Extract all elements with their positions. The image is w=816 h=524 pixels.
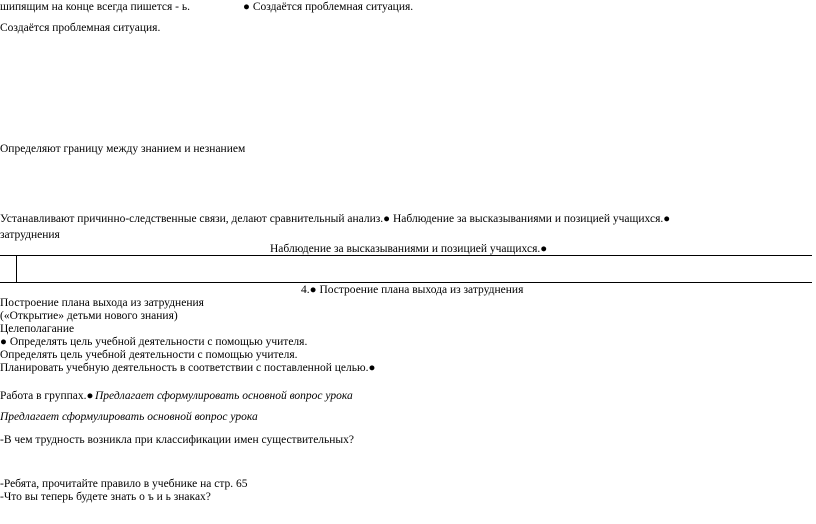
text-line: Создаётся проблемная ситуация. [0,22,161,34]
text-line: затруднения [0,229,60,241]
text-line: -В чем трудность возникла при классификации имен существительных? [0,434,355,446]
text-line: Определяют границу между знанием и незнанием [0,143,246,155]
text-line: шипящим на конце всегда пишется - ь. [0,1,191,13]
text-line: Целеполагание [0,323,75,335]
text-line: Работа в группах.● [0,390,94,402]
table-row [0,255,812,283]
text-line: ● Определять цель учебной деятельности с помощью учителя. [0,336,308,348]
text-line: Наблюдение за высказываниями и позицией учащихся.● [270,243,548,255]
text-line: Определять цель учебной деятельности с помощью учителя. [0,349,298,361]
text-line: -Что вы теперь будете знать о ъ и ь знаках? [0,491,211,503]
text-line: Построение плана выхода из затруднения [0,297,204,309]
text-line: -Ребята, прочитайте правило в учебнике на стр. 65 [0,478,248,490]
text-line: Устанавливают причинно-следственные связи, делают сравнительный анализ.● Наблюдение за высказываниями и позицией учащихся.● [0,213,671,225]
text-line-italic: Предлагает сформулировать основной вопрос урока [0,411,258,423]
text-line: («Открытие» детьми нового знания) [0,310,178,322]
text-line: Планировать учебную деятельность в соответствии с поставленной целью.● [0,362,376,374]
text-line-italic: Предлагает сформулировать основной вопрос урока [95,390,353,402]
table-cell [0,256,17,282]
section-heading: 4.● Построение плана выхода из затруднения [301,284,524,296]
table-cell [17,256,812,282]
text-line: ● Создаётся проблемная ситуация. [243,1,414,13]
